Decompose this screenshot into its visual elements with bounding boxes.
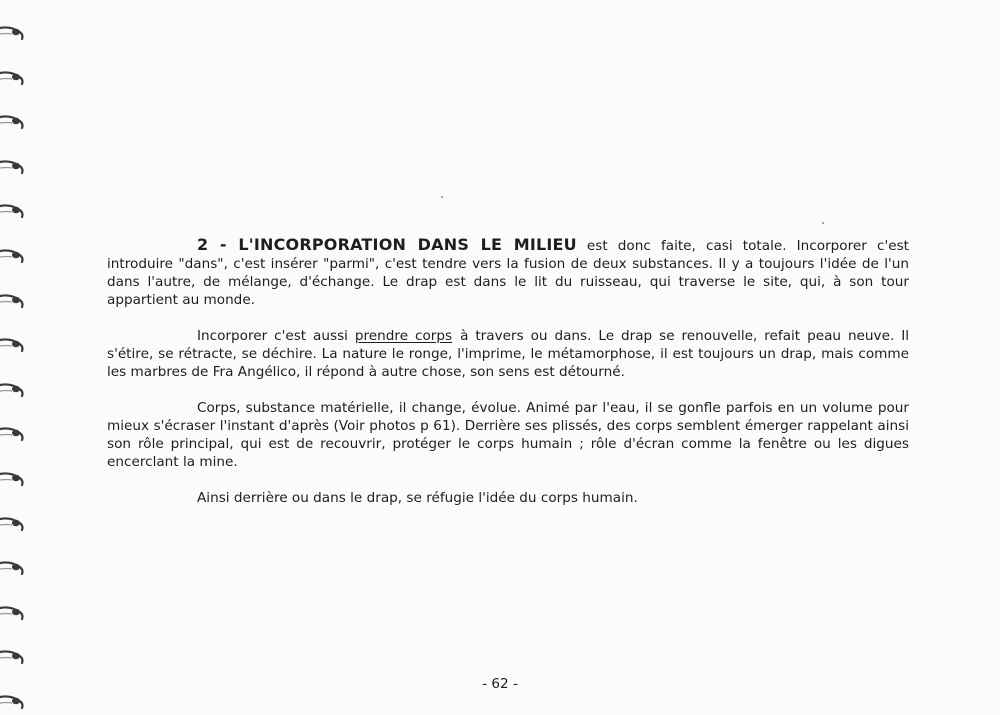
paragraph-1-text: est donc faite, casi totale. Incorporer c'est introduire "dans", c'est insérer "parmi", c'est tendre vers la fusion de deux substances. Il y a toujours l'idée de l'un dans l'autre, de mélange, d'échange. Le drap est dans le lit du ruisseau, qui traverse le site, qui, à son tour appartient au monde. <box>107 238 909 308</box>
paragraph-3 <box>107 399 909 471</box>
spiral-binding-ring-icon <box>0 111 32 131</box>
paragraph-2-before: Incorporer c'est aussi <box>197 328 348 344</box>
spiral-binding-ring-icon <box>0 691 32 711</box>
paragraph-3-text: Corps, substance matérielle, il change, évolue. Animé par l'eau, il se gonfle parfois en un volume pour mieux s'écraser l'instant d'après (Voir photos p 61). Derrière ses plissés, des corps semblent émerger rappelant ainsi son rôle principal, qui est de recouvrir, protéger le corps humain ; rôle d'écran comme la fenêtre ou les digues encerclant la mine. <box>107 400 909 470</box>
underlined-phrase: prendre corps <box>354 328 453 344</box>
spiral-binding-ring-icon <box>0 646 32 666</box>
document-body <box>107 236 909 525</box>
spiral-binding-ring-icon <box>0 156 32 176</box>
spiral-binding-ring-icon <box>0 200 32 220</box>
section-heading: 2 - L'INCORPORATION DANS LE MILIEU <box>197 235 577 254</box>
paragraph-2-after: à travers ou dans. Le drap se renouvelle, refait peau neuve. Il s'étire, se rétracte, se déchire. La nature le ronge, l'imprime, le métamorphose, il est toujours un drap, mais comme les marbres de Fra Angélico, il répond à autre chose, son sens est détourné. <box>107 328 909 380</box>
spiral-binding-ring-icon <box>0 334 32 354</box>
paragraph-4 <box>107 489 909 507</box>
spiral-binding-ring-icon <box>0 290 32 310</box>
paper-speck <box>822 222 824 224</box>
paragraph-1 <box>107 236 909 309</box>
spiral-binding <box>0 0 40 715</box>
paper-speck <box>441 196 443 198</box>
paragraph-4-text: Ainsi derrière ou dans le drap, se réfugie l'idée du corps humain. <box>197 490 638 506</box>
spiral-binding-ring-icon <box>0 557 32 577</box>
spiral-binding-ring-icon <box>0 423 32 443</box>
paragraph-2 <box>107 327 909 381</box>
spiral-binding-ring-icon <box>0 513 32 533</box>
spiral-binding-ring-icon <box>0 379 32 399</box>
spiral-binding-ring-icon <box>0 468 32 488</box>
spiral-binding-ring-icon <box>0 67 32 87</box>
spiral-binding-ring-icon <box>0 22 32 42</box>
spiral-binding-ring-icon <box>0 602 32 622</box>
spiral-binding-ring-icon <box>0 245 32 265</box>
page-number: - 62 - <box>482 676 518 692</box>
